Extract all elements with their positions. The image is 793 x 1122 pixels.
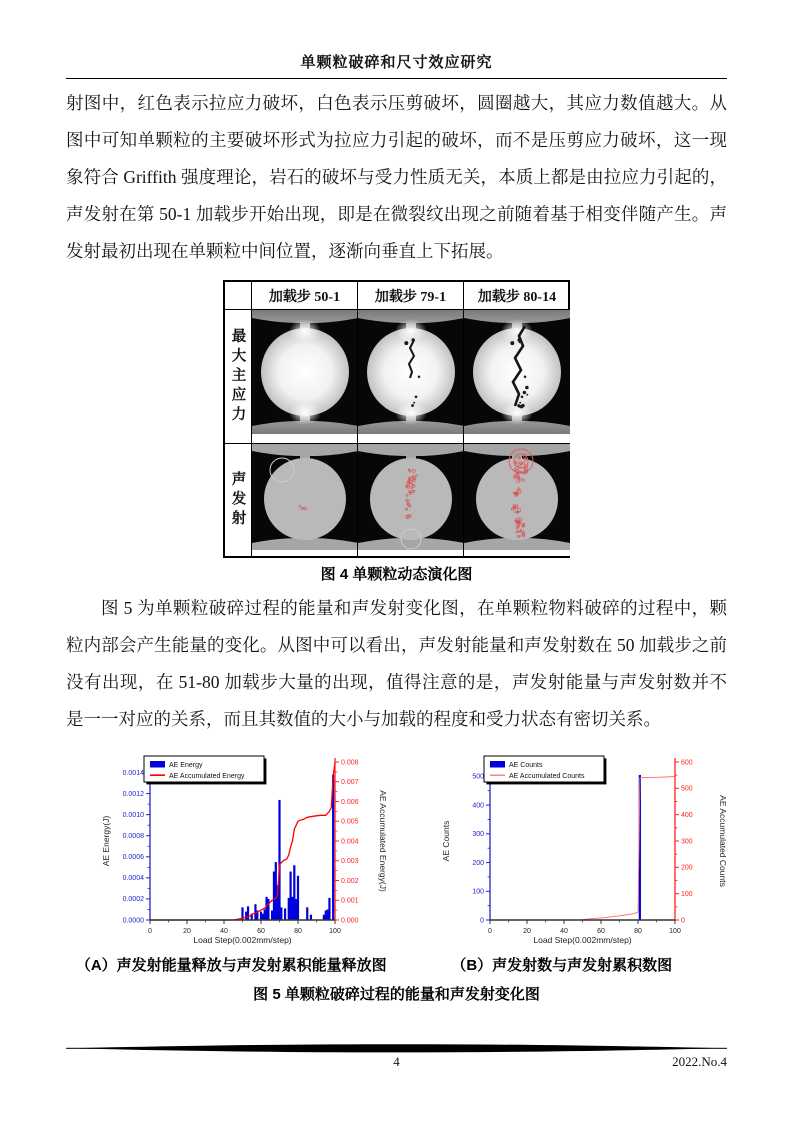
svg-text:0.0004: 0.0004 [122, 875, 144, 883]
svg-text:0.006: 0.006 [341, 798, 359, 806]
chart-panel-a [98, 752, 388, 948]
ae-image-step-79-1 [358, 444, 464, 556]
figure-5 [66, 752, 727, 948]
svg-text:AE Counts: AE Counts [509, 762, 543, 769]
svg-text:0.008: 0.008 [341, 759, 359, 767]
svg-text:0.001: 0.001 [341, 897, 359, 905]
page-footer [66, 1044, 727, 1072]
svg-text:200: 200 [681, 864, 693, 872]
svg-text:100: 100 [472, 888, 484, 896]
ae-energy-chart [98, 752, 388, 948]
svg-text:AE Energy: AE Energy [169, 762, 203, 769]
svg-text:Load Step(0.002mm/step): Load Step(0.002mm/step) [533, 935, 632, 945]
svg-text:60: 60 [597, 928, 605, 935]
svg-text:0.0000: 0.0000 [122, 917, 144, 925]
svg-text:500: 500 [681, 785, 693, 793]
ae-counts-chart [438, 752, 728, 948]
svg-text:0.0008: 0.0008 [122, 833, 144, 841]
svg-text:0: 0 [148, 928, 152, 935]
svg-text:20: 20 [523, 928, 531, 935]
figure-4 [223, 280, 570, 558]
svg-text:0.002: 0.002 [341, 877, 359, 885]
svg-text:0: 0 [480, 917, 484, 925]
chart-panel-b [438, 752, 728, 948]
svg-text:AE Energy(J): AE Energy(J) [101, 815, 111, 867]
svg-text:0.007: 0.007 [341, 779, 359, 787]
figure-4-col-header-step-79-1: 加载步 79-1 [358, 282, 464, 310]
svg-text:600: 600 [681, 759, 693, 767]
svg-text:0.0006: 0.0006 [122, 854, 144, 862]
svg-text:80: 80 [294, 928, 302, 935]
svg-text:0.0002: 0.0002 [122, 896, 144, 904]
paragraph-1: 射图中，红色表示拉应力破坏，白色表示压剪破坏，圆圈越大，其应力数值越大。从图中可知单颗粒的主要破坏形式为拉应力引起的破坏，而不是压剪应力破坏，这一现象符合 Griffith 强度理论，岩石的破坏与受力性质无关，本质上都是由拉应力引起的，声发射在第 50-1 加载步开始出现，即是在微裂纹出现之前随着基于相变伴随产生。声发射最初出现在单颗粒中间位置，逐渐向垂直上下拓展。 [66, 93, 727, 261]
svg-text:400: 400 [472, 802, 484, 810]
svg-text:0.003: 0.003 [341, 858, 359, 866]
stress-image-step-50-1 [252, 310, 358, 444]
svg-text:AE Counts: AE Counts [441, 820, 451, 862]
svg-text:AE Accumulated Counts: AE Accumulated Counts [509, 773, 585, 780]
svg-text:100: 100 [669, 928, 681, 935]
figure-4-table [223, 280, 570, 558]
svg-text:300: 300 [472, 831, 484, 839]
figure-4-col-header-step-50-1: 加载步 50-1 [252, 282, 358, 310]
figure-4-corner-cell [225, 282, 252, 310]
header-rule [66, 78, 727, 79]
svg-text:AE Accumulated Energy(J): AE Accumulated Energy(J) [378, 790, 388, 892]
figure-5-subcaptions [66, 954, 727, 975]
svg-text:80: 80 [634, 928, 642, 935]
svg-text:200: 200 [472, 859, 484, 867]
svg-text:0.000: 0.000 [341, 917, 359, 925]
figure-5-caption: 图 5 单颗粒破碎过程的能量和声发射变化图 [253, 986, 540, 1003]
svg-text:0: 0 [681, 917, 685, 925]
svg-text:100: 100 [681, 890, 693, 898]
figure-4-row-label-max-principal-stress: 最大主应力 [225, 310, 252, 444]
paragraph-2: 图 5 为单颗粒破碎过程的能量和声发射变化图，在单颗粒物料破碎的过程中，颗粒内部会产生能量的变化。从图中可以看出，声发射能量和声发射数在 50 加载步之前没有出现，在 51-80 加载步大量的出现，值得注意的是，声发射能量与声发射数并不是一一对应的关系，而且其数值的大小与加载的程度和受力状态有密切关系。 [66, 598, 727, 729]
svg-text:0: 0 [488, 928, 492, 935]
ae-image-step-50-1 [252, 444, 358, 556]
page-number: 4 [393, 1054, 400, 1069]
svg-text:0.0014: 0.0014 [122, 769, 144, 777]
svg-text:40: 40 [560, 928, 568, 935]
figure-5-caption-a: （A）声发射能量释放与声发射累积能量释放图 [75, 957, 387, 974]
svg-text:300: 300 [681, 838, 693, 846]
svg-text:AE Accumulated Energy: AE Accumulated Energy [169, 773, 245, 780]
running-head-title: 单颗粒破碎和尺寸效应研究 [300, 55, 493, 71]
svg-text:40: 40 [220, 928, 228, 935]
stress-image-step-80-14 [464, 310, 570, 444]
svg-text:20: 20 [183, 928, 191, 935]
ae-image-step-80-14 [464, 444, 570, 556]
svg-text:Load Step(0.002mm/step): Load Step(0.002mm/step) [193, 935, 292, 945]
stress-image-step-79-1 [358, 310, 464, 444]
svg-text:500: 500 [472, 773, 484, 781]
svg-text:400: 400 [681, 811, 693, 819]
svg-text:100: 100 [329, 928, 341, 935]
figure-4-col-header-step-80-14: 加载步 80-14 [464, 282, 570, 310]
issue-label: 2022.No.4 [672, 1054, 727, 1069]
figure-5-caption-b: （B）声发射数与声发射累积数图 [451, 957, 673, 974]
svg-text:AE Accumulated Counts: AE Accumulated Counts [718, 795, 728, 887]
svg-text:0.0010: 0.0010 [122, 811, 144, 819]
svg-text:0.005: 0.005 [341, 818, 359, 826]
svg-text:0.0012: 0.0012 [122, 790, 144, 798]
svg-text:0.004: 0.004 [341, 838, 359, 846]
figure-4-row-label-acoustic-emission: 声发射 [225, 444, 252, 556]
figure-4-caption: 图 4 单颗粒动态演化图 [320, 566, 473, 583]
footer-rule [66, 1044, 727, 1053]
svg-text:60: 60 [257, 928, 265, 935]
